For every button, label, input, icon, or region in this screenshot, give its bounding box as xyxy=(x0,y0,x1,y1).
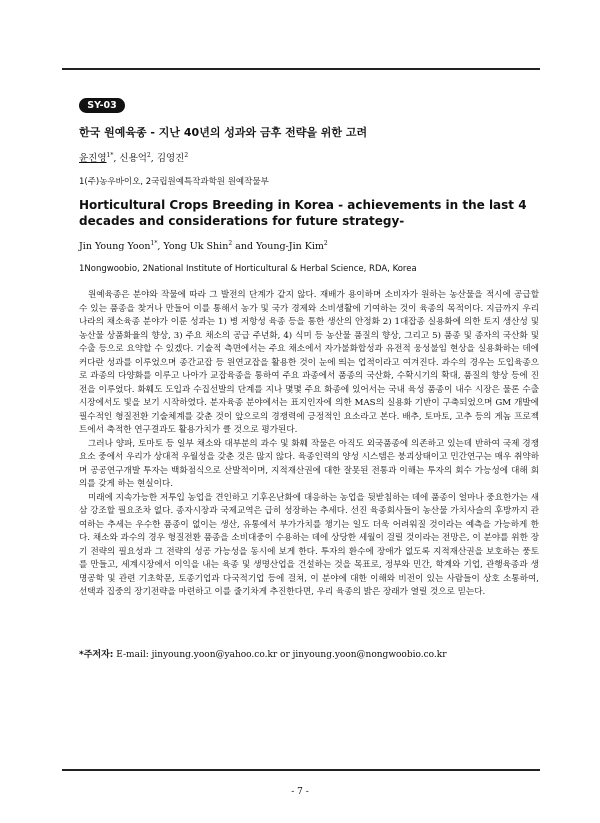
header-rule xyxy=(62,68,540,70)
abstract-body xyxy=(79,289,539,600)
author-affil-mark: 1* xyxy=(150,240,158,247)
author-affil-mark: 2 xyxy=(323,240,328,247)
affiliation-korean: 1(주)농우바이오, 2국립원예특작과학원 원예작물부 xyxy=(79,177,269,187)
title-english: Horticultural Crops Breeding in Korea - achievements in the last 4 decades and considerations for future strategy- xyxy=(79,198,527,228)
author-name: Young-Jin Kim xyxy=(256,241,324,253)
author-affil-mark: 2 xyxy=(184,151,189,159)
author-name: 김영진 xyxy=(156,153,185,164)
author-affil-mark: 2 xyxy=(146,151,151,159)
page-number: - 7 - xyxy=(291,787,309,797)
correspondence xyxy=(79,647,447,660)
author-name: 윤진영 xyxy=(79,153,107,164)
title-korean: 한국 원예육종 - 지난 40년의 성과와 금후 전략을 위한 고려 xyxy=(79,126,368,139)
abstract-paragraph: 원예육종은 분야와 작물에 따라 그 발전의 단계가 같지 않다. 재배가 용이하며 소비자가 원하는 농산물을 적시에 공급할 수 있는 품종을 찾거나 만들어 이를 통해서 농가 및 국가 경제와 소비생활에 기여하는 것이 육종의 목적이다. 지금까지 우리나라의 채소육종 분야가 이룬 성과는 1) 병 저항성 육종 등을 통한 생산의 안정화 2) 1대잡종 실용화에 의한 토지 생산성 및 농산물 상품화율의 향상, 3) 주요 채소의 공급 주년화, 4) 식미 등 농산물 품질의 향상, 그리고 5) 품종 및 종자의 국산화 및 수출 등으로 요약할 수 있겠다. 기술적 측면에서는 주요 채소에서 자가불화합성과 유전적 웅성불임 현상을 실용화하는 데에 커다란 성과를 이루었으며 종간교잡 등 원연교잡을 활용한 것이 눈에 띄는 업적이라고 여겨진다. 과수의 경우는 도입육종으로 과종의 다양화를 이루고 나아가 교잡육종을 통하여 주요 과종에서 품종의 국산화, 수확시기의 확대, 품질의 향상 등에 진전을 이루었다. 화훼도 도입과 수집선발의 단계를 지나 몇몇 주요 화종에 있어서는 국내 육성 품종이 내수 시장은 물론 수출시장에서도 빛을 보기 시작하였다. 분자육종 분야에서는 표지인자에 의한 MAS의 실용화 기반이 구축되었으며 GM 개발에 필수적인 형질전환 기술체계를 갖춘 것이 앞으로의 경쟁력에 긍정적인 요소라고 본다. 배추, 토마토, 고추 등의 게놈 프로젝트에서 축적한 연구결과도 활용가치가 클 것으로 평가된다. xyxy=(79,290,539,435)
author-name: 신용억 xyxy=(119,153,147,164)
correspondence-label: *주저자: xyxy=(79,650,114,660)
abstract-paragraph: 미래에 지속가능한 저투입 농업을 견인하고 기후온난화에 대응하는 농업을 뒷받침하는 데에 품종이 얼마나 중요한가는 새삼 강조할 필요조차 없다. 종자시장과 국제교역은 급히 성장하는 추세다. 선진 육종회사들이 농산물 가치사슬의 후방까지 관여하는 추세는 우수한 품종이 없이는 생산, 유통에서 부가가치를 챙기는 일도 더욱 어려워질 것이라는 예측을 가능하게 한다. 채소와 과수의 경우 형질전환 품종을 소비대중이 수용하는 데에 상당한 세월이 걸릴 것이라는 전망은, 이 분야를 위한 장기 전략의 필요성과 그 전략의 성공 가능성을 동시에 보게 한다. 투자의 환수에 장애가 없도록 지적재산권을 보호하는 풍토를 만들고, 세계시장에서 이익을 내는 육종 및 생명산업을 건설하는 것을 목표로, 정부와 민간, 학계와 기업, 관행육종과 생명공학 및 관련 기초학문, 토종기업과 다국적기업 등에 걸쳐, 이 분야에 대한 이해와 비전이 있는 사람들이 상호 소통하여, 선택과 집중의 장기전략을 마련하고 이를 줄기차게 추진한다면, 우리 육종의 밝은 장래가 열릴 것으로 믿는다. xyxy=(79,492,539,597)
affiliation-english: 1Nongwoobio, 2National Institute of Horticultural & Herbal Science, RDA, Korea xyxy=(79,264,417,274)
author-affil-mark: 2 xyxy=(228,240,233,247)
footer-rule xyxy=(62,769,540,771)
author-name: Jin Young Yoon xyxy=(79,241,151,253)
session-tag: SY-03 xyxy=(79,98,125,113)
authors-english: Jin Young Yoon$^{1*}$, Yong Uk Shin$^2$ and Young-Jin Kim$^2$ xyxy=(79,240,328,253)
author-name: Yong Uk Shin xyxy=(163,241,229,253)
author-affil-mark: 1* xyxy=(106,151,114,159)
authors-korean: 윤진영$^{1*}$, 신용억$^2$, 김영진$^2$ xyxy=(79,151,189,164)
abstract-paragraph: 그러나 양파, 토마토 등 일부 채소와 대부분의 과수 및 화훼 작물은 아직도 외국품종에 의존하고 있는데 반하여 국제 경쟁 요소 중에서 우리가 상대적 우월성을 갖춘 것은 많지 않다. 육종인력의 양성 시스템은 붕괴상태이고 민간연구는 매우 취약하며 공공연구개발 투자는 백화점식으로 산발적이며, 지적재산권에 대한 잘못된 전통과 이해는 투자의 회수 가능성에 대해 회의를 갖게 하는 현실이다. xyxy=(79,438,539,489)
correspondence-email: E-mail: jinyoung.yoon@yahoo.co.kr or jinyoung.yoon@nongwoobio.co.kr xyxy=(116,650,447,660)
